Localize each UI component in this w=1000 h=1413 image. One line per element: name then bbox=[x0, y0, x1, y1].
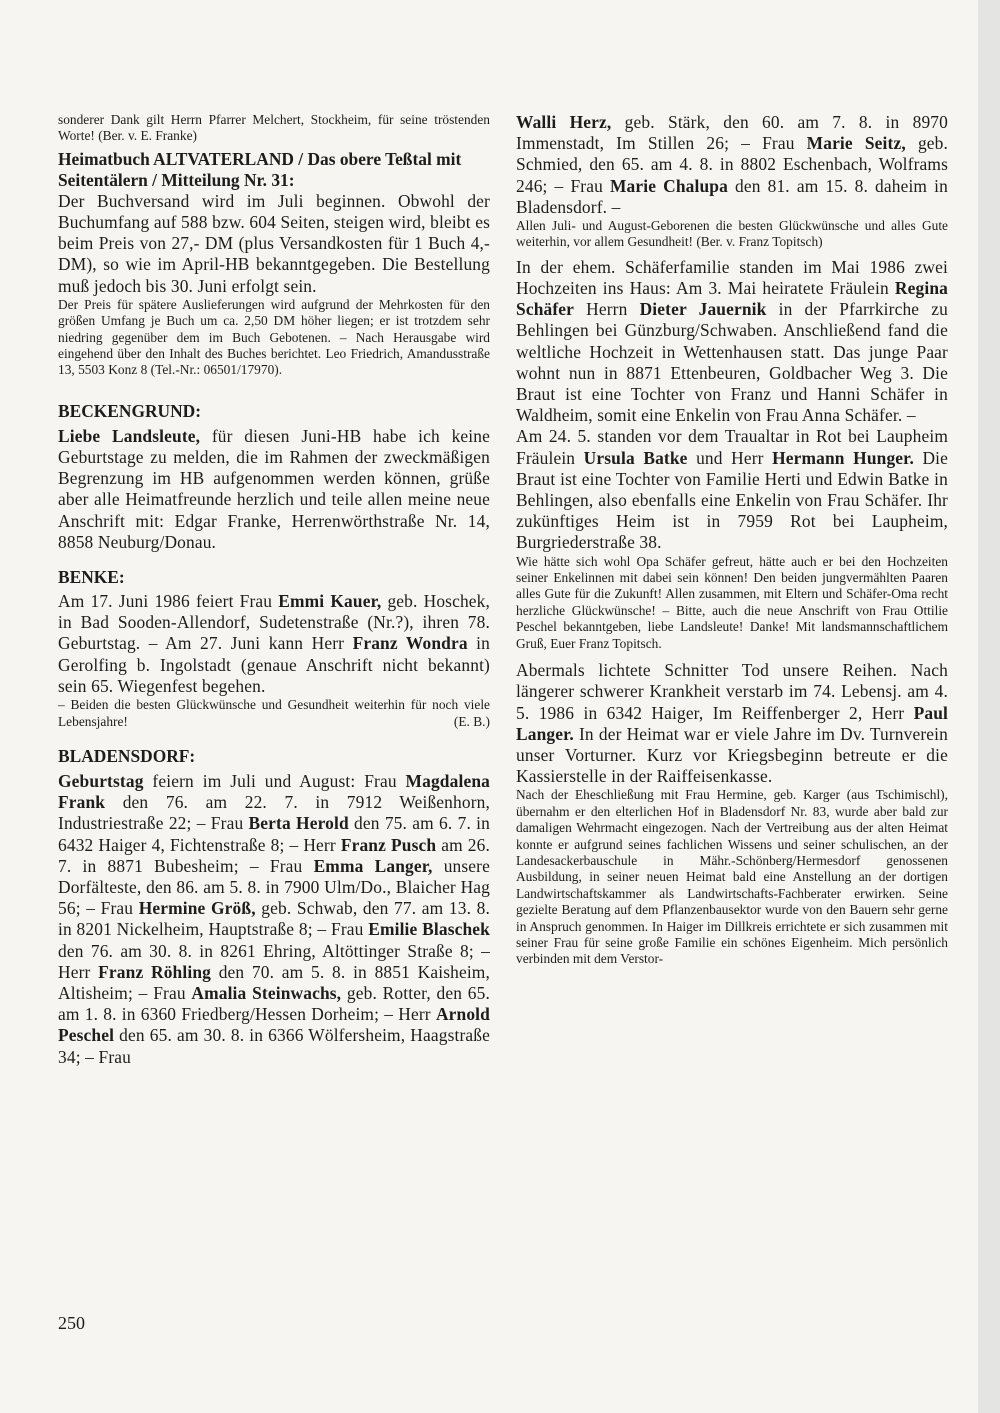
person-name: Ursula Batke bbox=[583, 447, 688, 468]
bladensdorf-text: den 70. am 5. 8. in 8851 Kaisheim, Altisheim; – Frau bbox=[58, 961, 490, 1003]
person-name: Regina Schäfer bbox=[516, 278, 948, 320]
person-name: Magdalena Frank bbox=[58, 770, 490, 813]
person-name: Amalia Steinwachs, bbox=[191, 982, 342, 1003]
weddings-text: Die Braut ist eine Tochter von Familie Herti und Edwin Batke in Behlingen, also ebenfalls eine Enkelin von Frau Schäfer. Ihr zukünftiges Heim ist in 7959 Rot bei Laupheim, Burgriederstraße 38. bbox=[516, 447, 949, 553]
benke-text-1: Am 17. Juni 1986 feiert Frau bbox=[58, 591, 279, 612]
weddings-text: Herrn bbox=[574, 299, 640, 320]
benke-name-1: Emmi Kauer, bbox=[278, 591, 382, 612]
person-name: Walli Herz, bbox=[516, 112, 612, 132]
bladensdorf-text: geb. Rotter, den 65. am 1. 8. in 6360 Friedberg/Hessen Dorheim; – Herr bbox=[58, 982, 490, 1025]
beckengrund-body bbox=[58, 426, 490, 553]
obituary-text: In der Heimat war er viele Jahre im Dv. Turnverein unser Vorturner. Kurz vor Kriegsbeginn betreute er die Kassierstelle in der Raiffeisenkasse. bbox=[516, 723, 948, 787]
bladensdorf-text: den 76. am 30. 8. in 8261 Ehring, Altöttinger Straße 8; – Herr bbox=[58, 940, 490, 982]
benke-heading: BENKE: bbox=[58, 567, 125, 588]
page-edge-shadow bbox=[978, 0, 1000, 1413]
bladensdorf-text: den 65. am 30. 8. in 6366 Wölfersheim, Haagstraße 34; – Frau bbox=[58, 1025, 490, 1067]
benke-note-text: – Beiden die besten Glückwünsche und Gesundheit weiterhin für noch viele Lebensjahre! bbox=[58, 697, 490, 729]
right-column bbox=[516, 112, 948, 968]
benke-signature: (E. B.) bbox=[453, 713, 490, 729]
bladensdorf-text: geb. Schwab, den 77. am 13. 8. in 8201 Nickelheim, Hauptstraße 8; – Frau bbox=[58, 898, 490, 940]
weddings-note: Wie hätte sich wohl Opa Schäfer gefreut, hätte auch er bei den Hochzeiten seiner Enkelinnen mit dabei sein können! Den beiden jungvermählten Paaren alles Gute für die Zukunft! Allen zusammen, mit Eltern und Schäfer-Oma recht herzliche Glückwünsche! – Bitte, auch die neue Anschrift von Frau Ottilie Peschel bekanntgeben, liebe Landsleute! Danke! Mit landsmannschaftlichem Gruß, Euer Franz Topitsch. bbox=[516, 553, 948, 651]
dank-intro: sonderer Dank gilt Herrn Pfarrer Melchert, Stockheim, für seine tröstenden Worte! (Ber. v. E. Franke) bbox=[58, 112, 490, 144]
weddings-text: In der ehem. Schäferfamilie standen im Mai 1986 zwei Hochzeiten ins Haus: Am 3. Mai heiratete Fräulein bbox=[516, 256, 948, 299]
person-name: Franz Röhling bbox=[98, 961, 212, 982]
benke-text-2: geb. Hoschek, in Bad Sooden-Allendorf, Sudetenstraße (Nr.?), ihren 78. Geburtstag. – Am 27. Juni kann Herr bbox=[58, 591, 491, 654]
person-name: Paul Langer. bbox=[516, 702, 948, 744]
bladensdorf-text: unsere Dorfälteste, den 86. am 5. 8. in 7900 Ulm/Do., Blaicher Hag 56; – Frau bbox=[58, 855, 490, 919]
person-name: Franz Pusch bbox=[340, 834, 437, 855]
beckengrund-text: für diesen Juni-HB habe ich keine Geburtstage zu melden, die im Rahmen der zweckmäßigen Begrenzung im HB aufgenommen werden können, grüße aber alle Heimatfreunde herzlich und teile allen meine neue Anschrift mit: Edgar Franke, Herrenwörthstraße Nr. 14, 8858 Neuburg/Donau. bbox=[58, 425, 490, 552]
left-column bbox=[58, 112, 490, 1068]
heimatbuch-title: Heimatbuch ALTVATERLAND / Das obere Teßtal mit Seitentälern / Mitteilung Nr. 31: bbox=[58, 148, 462, 190]
birthdays-text: den 81. am 15. 8. daheim in Bladensdorf. – bbox=[516, 175, 948, 217]
birthdays-continued bbox=[516, 112, 948, 218]
benke-name-2: Franz Wondra bbox=[352, 633, 468, 654]
weddings-p1 bbox=[516, 257, 948, 427]
bladensdorf-text: den 76. am 22. 7. in 7912 Weißenhorn, Industriestraße 22; – Frau bbox=[58, 792, 490, 834]
bladensdorf-text: feiern im Juli und August: Frau bbox=[143, 770, 406, 791]
person-name: Arnold Peschel bbox=[58, 1004, 490, 1046]
person-name: Hermann Hunger. bbox=[772, 447, 914, 468]
obituary-note: Nach der Eheschließung mit Frau Hermine, geb. Karger (aus Tschimischl), übernahm er den elterlichen Hof in Bladensdorf Nr. 83, wurde aber bald zur damaligen Wehrmacht eingezogen. Nach der Vertreibung aus der alten Heimat konnte er aufgrund seines fachlichen Wissens und seiner schulischen, an der Landesackerbauschule in Mähr.-Schönberg/Hermesdorf genossenen Ausbildung, in seiner neuen Heimat bald eine Anstellung an der dortigen Landwirtschaftskammer als Landwirtschafts-Fachberater erwirken. Seine gezielte Beratung auf dem Pflanzenbausektor wurde von den Bauern sehr gerne in Anspruch genommen. In Haiger im Dillkreis errichtete er sich zusammen mit seiner Frau für seine große Familie ein schönes Eigenheim. Mich persönlich verbinden mit dem Verstor- bbox=[516, 787, 948, 967]
obituary-body bbox=[516, 660, 948, 787]
person-name: Emilie Blaschek bbox=[368, 919, 490, 940]
birthdays-text: geb. Schmied, den 65. am 4. 8. in 8802 Eschenbach, Wolframs 246; – Frau bbox=[516, 133, 948, 196]
benke-note bbox=[58, 697, 490, 730]
bladensdorf-text: am 26. 7. in 8871 Bubesheim; – Frau bbox=[58, 834, 490, 876]
person-name: Dieter Jauernik bbox=[639, 299, 767, 320]
person-name: Berta Herold bbox=[248, 813, 349, 834]
person-name: Emma Langer, bbox=[313, 855, 433, 876]
benke-body bbox=[58, 591, 490, 697]
bladensdorf-lead: Geburtstag bbox=[58, 770, 144, 791]
heimatbuch-body: Der Buchversand wird im Juli beginnen. Obwohl der Buchumfang auf 588 bzw. 604 Seiten, steigen wird, bleibt es beim Preis von 27,- DM (plus Versandkosten für 1 Buch 4,- DM), so wie im April-HB bekanntgegeben. Die Bestellung muß jedoch bis 30. Juni erfolgt sein. bbox=[58, 190, 490, 296]
obituary-text: Abermals lichtete Schnitter Tod unsere Reihen. Nach längerer schwerer Krankheit verstarb im 74. Lebensj. am 4. 5. 1986 in 6342 Haiger, Im Reiffenberger 2, Herr bbox=[516, 660, 948, 723]
birthdays-text: geb. Stärk, den 60. am 7. 8. in 8970 Immenstadt, Im Stillen 26; – Frau bbox=[516, 112, 948, 154]
bladensdorf-text: den 75. am 6. 7. in 6432 Haiger 4, Fichtenstraße 8; – Herr bbox=[58, 813, 491, 855]
beckengrund-heading: BECKENGRUND: bbox=[58, 400, 201, 421]
person-name: Marie Seitz, bbox=[806, 133, 906, 154]
weddings-p2 bbox=[516, 426, 948, 553]
birthdays-note: Allen Juli- und August-Geborenen die besten Glückwünsche und alles Gute weiterhin, vor allem Gesundheit! (Ber. v. Franz Topitsch) bbox=[516, 218, 948, 250]
weddings-text: Am 24. 5. standen vor dem Traualtar in Rot bei Laupheim Fräulein bbox=[516, 426, 948, 468]
person-name: Hermine Größ, bbox=[138, 898, 256, 919]
weddings-text: in der Pfarrkirche zu Behlingen bei Günzburg/Schwaben. Anschließend fand die weltliche Hochzeit in Wettenhausen statt. Das junge Paar wohnt nun in 8871 Ettenbeuren, Goldbacher Weg 3. Die Braut ist eine Tochter von Franz und Hanni Schäfer in Waldheim, somit eine Enkelin von Frau Anna Schäfer. – bbox=[516, 299, 948, 426]
heimatbuch-note: Der Preis für spätere Auslieferungen wird aufgrund der Mehrkosten für den größen Umfang je Buch um ca. 2,50 DM höher liegen; er ist trotzdem sehr niedring gegenüber dem im Buch Gebotenen. – Nach Herausgabe wird eingehend über den Inhalt des Buches berichtet. Leo Friedrich, Amandusstraße 13, 5503 Konz 8 (Tel.-Nr.: 06501/17970). bbox=[58, 296, 490, 378]
page-number: 250 bbox=[58, 1313, 85, 1333]
weddings-text: und Herr bbox=[687, 447, 773, 468]
beckengrund-lead: Liebe Landsleute, bbox=[58, 425, 201, 446]
person-name: Marie Chalupa bbox=[609, 175, 728, 196]
bladensdorf-heading: BLADENSDORF: bbox=[58, 745, 196, 766]
bladensdorf-body bbox=[58, 771, 490, 1068]
benke-text-3: in Gerolfing b. Ingolstadt (genaue Anschrift nicht bekannt) sein 65. Wiegenfest begehen. bbox=[58, 633, 490, 696]
